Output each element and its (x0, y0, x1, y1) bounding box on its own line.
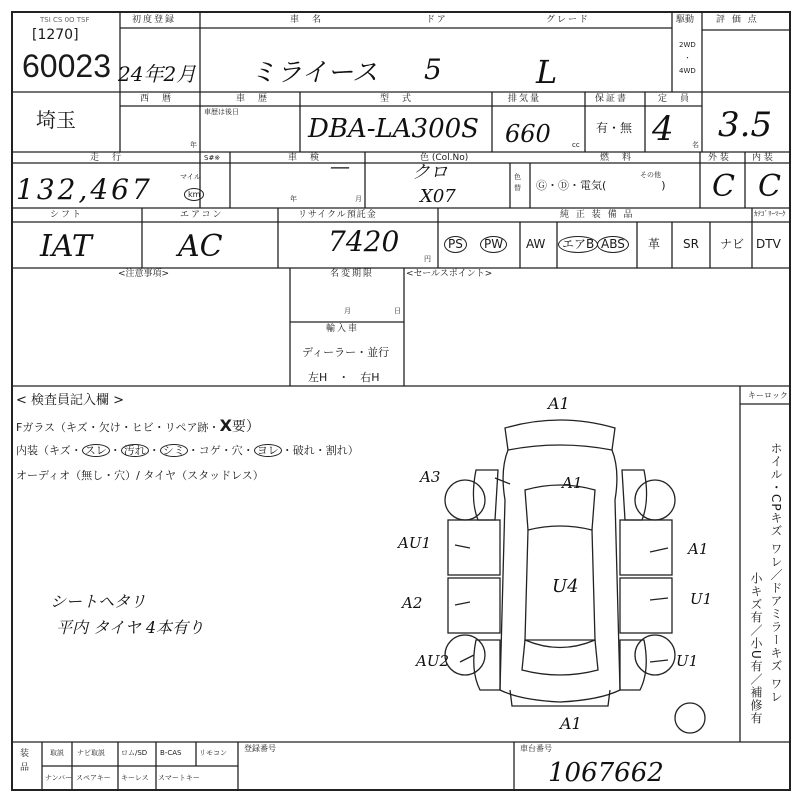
yen-unit: 円 (424, 255, 431, 263)
label-notes: <注意事項> (118, 269, 170, 279)
capacity-value: 4 (652, 109, 674, 149)
label-doors: ドア (426, 15, 448, 25)
dealer-parallel: ディーラー・並行 (302, 346, 390, 359)
color-value: クロ (412, 162, 448, 183)
label-recycle: リサイクル預託金 (298, 210, 377, 220)
item-remote: リモコン (199, 749, 227, 757)
label-color: 色 (Col.No) (420, 153, 469, 163)
color-change-label: 色 替 (514, 173, 521, 193)
steering-side: 左H ・ 右H (308, 371, 380, 384)
label-drive: 駆動 (676, 15, 695, 25)
mark-right-front-door: A1 (688, 540, 709, 558)
interior-line: 内装（キズ・ スレ ・ 汚れ ・ シミ ・コゲ・穴・ ヨレ ・破れ・割れ） (16, 444, 359, 457)
year-mark: 年 (190, 141, 197, 149)
km-unit: km (184, 188, 204, 201)
label-options: 純 正 装 備 品 (560, 210, 635, 220)
option-sr: SR (683, 237, 699, 251)
option-aw: AW (526, 237, 546, 251)
label-evaluation: 評 価 点 (716, 15, 759, 25)
drive-4wd: 4WD (679, 67, 696, 75)
mark-roof: U4 (552, 576, 579, 597)
chassis-value: 1067662 (548, 758, 664, 788)
audio-tire-line: オーディオ（無し・穴）/ タイヤ（スタッドレス） (16, 469, 264, 482)
label-rename: 名変期限 (330, 269, 375, 279)
inspection-value: — (330, 154, 350, 178)
item-plate: ナンバー (45, 774, 73, 782)
label-displacement: 排気量 (508, 94, 542, 104)
grade-value: L (536, 53, 558, 91)
label-s-unit: S#※ (204, 154, 221, 162)
fglass-line: Fガラス（キズ・欠け・ヒビ・リペア跡・X要） (16, 416, 260, 435)
drive-dot: ・ (684, 54, 691, 62)
drive-2wd: 2WD (679, 41, 696, 49)
item-rom-sd: ロム/SD (121, 749, 148, 757)
fuel-options: Ⓖ・Ⓓ・電気( ) (536, 179, 666, 192)
interior-value: C (758, 169, 781, 204)
insp-year: 年 (290, 195, 297, 203)
option-airbag: エアB (558, 236, 598, 253)
wheel-mirror-note: ホイル・CPキズ ワレ／ドアミラーキズ ワレ (769, 442, 783, 704)
label-car-name: 車 名 (290, 15, 324, 25)
label-import: 輸入車 (326, 324, 360, 334)
label-fuel: 燃 料 (600, 153, 634, 163)
mark-left-front-fender: A3 (420, 468, 441, 486)
label-grade: グレード (546, 15, 591, 25)
inventory-label: 装 品 (20, 749, 30, 773)
option-navi: ナビ (720, 237, 745, 251)
item-keyless: キーレス (121, 774, 149, 782)
label-sales-points: <セールスポイント> (406, 269, 493, 279)
key-lock-label: キーロック (748, 391, 788, 400)
note-line-1: シートヘタリ (50, 592, 147, 611)
damage-level-note: 小キズ有／小U有／補修有 (749, 572, 763, 725)
option-abs: ABS (597, 236, 629, 253)
rename-month: 月 (344, 307, 351, 315)
stock-number: 60023 (22, 48, 111, 84)
label-warranty: 保証書 (595, 94, 629, 104)
option-leather: 革 (648, 237, 661, 251)
item-smart-key: スマートキー (158, 774, 200, 782)
label-exterior: 外 装 (708, 153, 729, 163)
lot-code: [1270] (32, 27, 79, 43)
evaluation-score: 3.5 (718, 105, 773, 145)
item-spare-key: スペアキー (76, 774, 111, 782)
warranty-options: 有・無 (596, 121, 633, 135)
recycle-value: 7420 (328, 225, 400, 258)
label-interior: 内 装 (752, 153, 773, 163)
label-capacity: 定 員 (658, 94, 692, 104)
mark-front: A1 (548, 394, 570, 413)
doors-value: 5 (424, 53, 442, 86)
mark-left-rear-fender: AU2 (416, 652, 450, 670)
item-navi-manual: ナビ取説 (77, 749, 105, 757)
mile-unit: マイル (180, 173, 201, 181)
item-manual: 取説 (50, 749, 64, 757)
mark-left-rear-door: A2 (402, 594, 423, 612)
mark-right-rear-door: U1 (690, 590, 713, 608)
label-reg-no: 登録番号 (244, 744, 276, 753)
rename-day: 日 (394, 307, 401, 315)
note-line-2: 平内 タイヤ 4本有り (56, 618, 205, 637)
displacement-value: 660 (505, 120, 551, 148)
label-model-type: 型 式 (380, 94, 414, 104)
option-ps: PS (444, 236, 467, 253)
fuel-other: その他 (640, 171, 661, 179)
exterior-value: C (712, 169, 735, 204)
label-registration: 初度登録 (132, 15, 177, 25)
label-chassis-no: 車台番号 (520, 744, 552, 753)
option-pw: PW (480, 236, 507, 253)
mileage-value: 132,467 (16, 173, 153, 206)
mark-right-rear-fender: U1 (676, 652, 699, 670)
registration-value: 24年2月 (118, 62, 197, 86)
history-note: 車歴は後日 (204, 108, 239, 116)
model-type-value: DBA-LA300S (308, 114, 479, 144)
option-dtv: DTV (756, 237, 781, 251)
person-unit: 名 (692, 141, 699, 149)
inspector-title: < 検査員記入欄 > (16, 393, 125, 408)
form-code: TSI CS 0O TSF (40, 16, 90, 24)
label-mileage: 走 行 (90, 153, 124, 163)
insp-month: 月 (355, 195, 362, 203)
item-bcas: B-CAS (160, 749, 182, 757)
mark-hood: A1 (562, 474, 583, 492)
label-category: ｶﾃｺﾞﾘｰﾏｰｸ (754, 210, 786, 218)
label-model-year: 西 暦 (140, 94, 174, 104)
label-inspection: 車 検 (288, 153, 322, 163)
shift-value: IAT (40, 229, 92, 264)
label-history: 車 歴 (236, 94, 270, 104)
label-aircon: エアコン (180, 210, 224, 220)
mark-left-front-door: AU1 (398, 534, 432, 552)
mark-rear: A1 (560, 714, 582, 733)
cc-unit: cc (572, 141, 580, 149)
label-shift: シフト (50, 210, 84, 220)
prefecture: 埼玉 (36, 108, 76, 132)
aircon-value: AC (178, 229, 223, 264)
color-no-value: X07 (420, 186, 456, 207)
car-name-value: ミライース (250, 58, 378, 88)
